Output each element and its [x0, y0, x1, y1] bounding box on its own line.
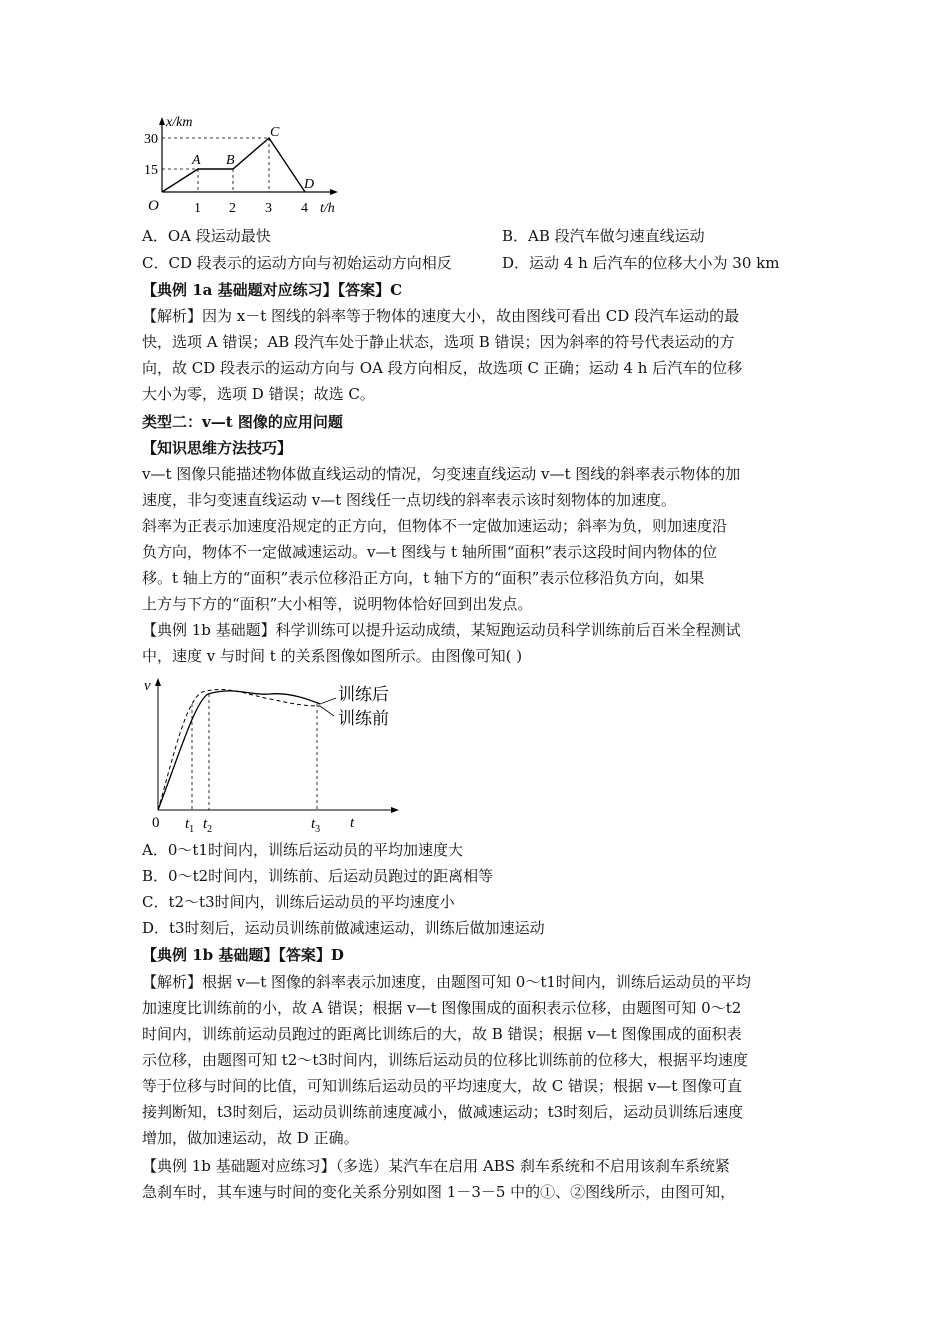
- vt-origin: 0: [152, 815, 160, 831]
- q1-option-c: C．CD 段表示的运动方向与初始运动方向相反: [142, 254, 452, 272]
- xt-x-label: t/h: [320, 201, 335, 216]
- q2-option-b: B．0～t2时间内，训练前、后运动员跑过的距离相等: [142, 867, 494, 885]
- method-line-4: 负方向，物体不一定做减速运动。v—t 图线与 t 轴所围“面积”表示这段时间内物体的位: [142, 543, 718, 561]
- vt-x-tick-t2: $t_2$: [203, 816, 213, 835]
- method-line-2: 速度，非匀变速直线运动 v—t 图线任一点切线的斜率表示该时刻物体的加速度。: [142, 491, 677, 509]
- xt-x-tick-3: 3: [265, 201, 272, 216]
- vt-graph: [140, 672, 410, 837]
- xt-point-c: C: [270, 125, 280, 140]
- vt-y-label: v: [144, 678, 151, 694]
- q2-analysis-line-2: 加速度比训练前的小，故 A 错误；根据 v—t 图像围成的面积表示位移，由题图可知 0～t2: [142, 999, 742, 1017]
- xt-x-tick-2: 2: [229, 201, 236, 216]
- q1-analysis-line-4: 大小为零，选项 D 错误；故选 C。: [142, 385, 375, 403]
- xt-y-label: x/km: [166, 115, 193, 130]
- xt-point-b: B: [226, 153, 235, 168]
- xt-point-d: D: [304, 177, 315, 192]
- practice-line-1: 【典例 1b 基础题对应练习】（多选）某汽车在启用 ABS 刹车系统和不启用该刹车系统紧: [142, 1157, 730, 1175]
- q2-analysis-line-7: 增加，做加速运动，故 D 正确。: [142, 1129, 359, 1147]
- q2-analysis-line-5: 等于位移与时间的比值，可知训练后运动员的平均速度大，故 C 错误；根据 v—t 图像可直: [142, 1077, 743, 1095]
- q2-option-a: A．0～t1时间内，训练后运动员的平均加速度大: [142, 841, 463, 859]
- method-line-5: 移。t 轴上方的“面积”表示位移沿正方向，t 轴下方的“面积”表示位移沿负方向，如果: [142, 569, 705, 587]
- xt-y-tick-30: 30: [144, 132, 158, 147]
- vt-x-tick-t1: $t_1$: [185, 816, 195, 835]
- q1-option-a: A．OA 段运动最快: [142, 227, 271, 245]
- q1-analysis-line-1: 【解析】因为 x－t 图线的斜率等于物体的速度大小，故由图线可看出 CD 段汽车运动的最: [142, 307, 740, 325]
- method-line-3: 斜率为正表示加速度沿规定的正方向，但物体不一定做加速运动；斜率为负，则加速度沿: [142, 517, 728, 535]
- q1-analysis-line-2: 快，选项 A 错误；AB 段汽车处于静止状态，选项 B 错误；因为斜率的符号代表运动的方: [142, 333, 735, 351]
- vt-legend-before: 训练前: [338, 709, 389, 728]
- q2-analysis-line-1: 【解析】根据 v—t 图像的斜率表示加速度，由题图可知 0～t1时间内，训练后运动员的平均: [142, 973, 751, 991]
- q2-answer: 【典例 1b 基础题】【答案】D: [142, 946, 344, 964]
- vt-x-label: t: [350, 815, 355, 831]
- q2-analysis-line-6: 接判断知，t3时刻后，运动员训练前速度减小，做减速运动；t3时刻后，运动员训练后速度: [142, 1103, 744, 1121]
- q1-option-d: D．运动 4 h 后汽车的位移大小为 30 km: [502, 254, 780, 272]
- xt-origin: O: [148, 198, 159, 214]
- method-line-1: v—t 图像只能描述物体做直线运动的情况，匀变速直线运动 v—t 图线的斜率表示物体的加: [142, 465, 741, 483]
- xt-x-tick-4: 4: [301, 201, 308, 216]
- q2-analysis-line-3: 时间内，训练前运动员跑过的距离比训练后的大，故 B 错误；根据 v—t 图像围成的面积表: [142, 1025, 742, 1043]
- xt-point-a: A: [192, 153, 201, 168]
- type2-title: 类型二：v—t 图像的应用问题: [142, 413, 343, 431]
- q1-analysis-line-3: 向，故 CD 段表示的运动方向与 OA 段方向相反，故选项 C 正确；运动 4 h 后汽车的位移: [142, 359, 743, 377]
- xt-graph: [140, 112, 350, 222]
- example1b-line-1: 【典例 1b 基础题】科学训练可以提升运动成绩，某短跑运动员科学训练前后百米全程测试: [142, 621, 741, 639]
- q1-option-b: B．AB 段汽车做匀速直线运动: [502, 227, 705, 245]
- example1b-line-2: 中，速度 v 与时间 t 的关系图像如图所示。由图像可知( ): [142, 647, 523, 665]
- vt-legend-after: 训练后: [338, 685, 389, 704]
- q2-analysis-line-4: 示位移，由题图可知 t2～t3时间内，训练后运动员的位移比训练前的位移大，根据平均速度: [142, 1051, 748, 1069]
- practice-line-2: 急刹车时，其车速与时间的变化关系分别如图 1－3－5 中的①、②图线所示，由图可知，: [142, 1183, 736, 1201]
- vt-x-tick-t3: $t_3$: [311, 816, 321, 835]
- method-title: 【知识思维方法技巧】: [142, 439, 293, 457]
- xt-x-tick-1: 1: [194, 201, 201, 216]
- q2-option-d: D．t3时刻后，运动员训练前做减速运动，训练后做加速运动: [142, 919, 545, 937]
- q2-option-c: C．t2～t3时间内，训练后运动员的平均速度小: [142, 893, 455, 911]
- q1-answer: 【典例 1a 基础题对应练习】【答案】C: [142, 281, 403, 299]
- xt-y-tick-15: 15: [144, 163, 158, 178]
- method-line-6: 上方与下方的“面积”大小相等，说明物体恰好回到出发点。: [142, 595, 533, 613]
